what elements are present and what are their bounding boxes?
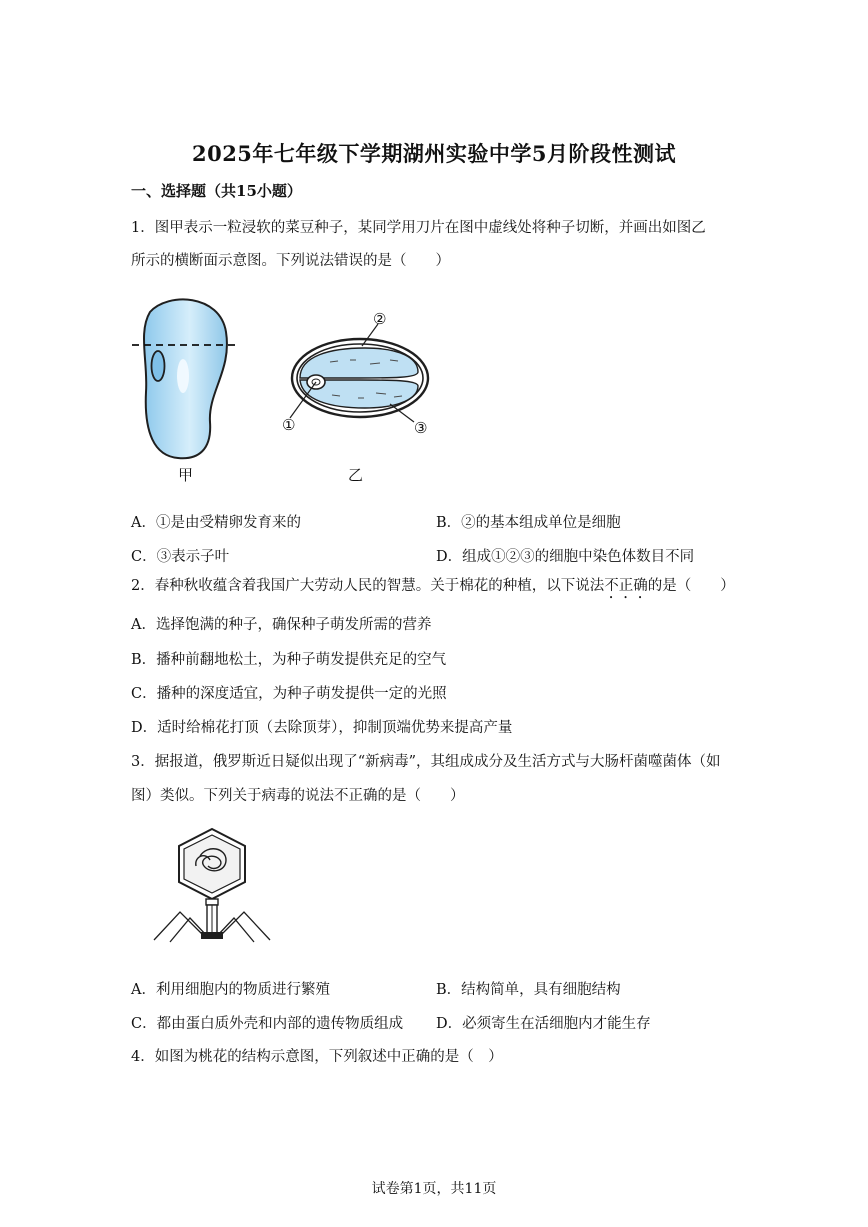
- cross-section-figure: [270, 300, 440, 488]
- marker-3: ③: [414, 419, 428, 437]
- q2-stem: [131, 574, 735, 602]
- bacteriophage-figure: [150, 826, 275, 946]
- q1-stem-line1: 1．图甲表示一粒浸软的菜豆种子，某同学用刀片在图中虚线处将种子切断，并画出如图乙: [131, 220, 706, 236]
- page-footer: 试卷第1页，共11页: [371, 1181, 497, 1197]
- q3-option-a[interactable]: A．利用细胞内的物质进行繁殖: [131, 982, 330, 998]
- q2-stem-emphasis: 不正确: [604, 578, 648, 594]
- q3-option-c[interactable]: C．都由蛋白质外壳和内部的遗传物质组成: [131, 1016, 404, 1032]
- q4-stem-line1: 4．如图为桃花的结构示意图，下列叙述中正确的是（ ）: [131, 1049, 503, 1065]
- page-title: 2025年七年级下学期湖州实验中学5月阶段性测试: [191, 141, 677, 166]
- q2-option-c[interactable]: C．播种的深度适宜，为种子萌发提供一定的光照: [131, 686, 447, 702]
- q1-option-a[interactable]: A．①是由受精卵发育来的: [131, 515, 301, 531]
- q1-stem-line2: 所示的横断面示意图。下列说法错误的是（ ）: [131, 253, 450, 269]
- section-heading: 一、选择题（共15小题）: [131, 182, 302, 200]
- phage-collar: [206, 899, 218, 905]
- q2-stem-pre: 2．春种秋收蕴含着我国广大劳动人民的智慧。关于棉花的种植，以下说法: [131, 578, 605, 594]
- q3-option-b[interactable]: B．结构简单，具有细胞结构: [436, 982, 621, 998]
- seed-hilum: [152, 351, 165, 381]
- fig-yi-label: 乙: [348, 466, 364, 484]
- marker-2: ②: [373, 310, 387, 328]
- q2-option-d[interactable]: D．适时给棉花打顶（去除顶芽），抑制顶端优势来提高产量: [131, 720, 513, 736]
- q1-option-b[interactable]: B．②的基本组成单位是细胞: [436, 515, 621, 531]
- q2-stem-post: 的是（ ）: [647, 578, 735, 594]
- bean-seed-figure: [128, 292, 243, 487]
- q1-option-d[interactable]: D．组成①②③的细胞中染色体数目不同: [436, 549, 695, 565]
- q1-option-c[interactable]: C．③表示子叶: [131, 549, 230, 565]
- q2-option-b[interactable]: B．播种前翻地松土，为种子萌发提供充足的空气: [131, 652, 447, 668]
- fig-jia-label: 甲: [178, 466, 194, 484]
- q3-option-d[interactable]: D．必须寄生在活细胞内才能生存: [436, 1016, 651, 1032]
- q3-stem-line2: 图）类似。下列关于病毒的说法不正确的是（ ）: [131, 788, 465, 804]
- marker-1: ①: [282, 416, 296, 434]
- q3-stem-line1: 3．据报道，俄罗斯近日疑似出现了“新病毒”，其组成成分及生活方式与大肠杆菌噬菌体（如: [131, 754, 721, 770]
- q2-option-a[interactable]: A．选择饱满的种子，确保种子萌发所需的营养: [131, 617, 432, 633]
